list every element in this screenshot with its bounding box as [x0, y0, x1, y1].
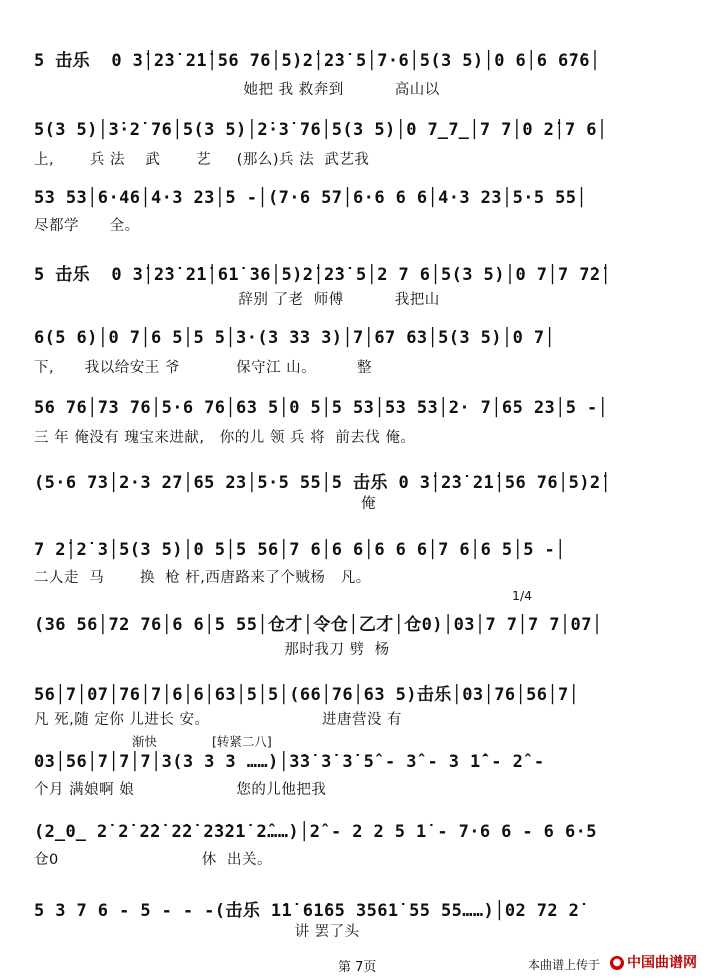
lyric-line: 三 年 俺没有 瑰宝来进献, 你的儿 领 兵 将 前去伐 俺。	[34, 430, 416, 446]
site-logo-text: 中国曲谱网	[627, 955, 697, 971]
notation-line: 6(5 6)│0 7│6 5│5 5│3·(3 33 3)│7│67 63│5(3 5)│0 7│	[34, 328, 556, 348]
lyric-line: 那时我刀 劈 杨	[34, 642, 390, 658]
notation-line: 56│7│07│76│7│6│6│63│5│5│(66│76│63 5)击乐│03│76│56│7│	[34, 685, 580, 705]
lyric-line: 仓0 休 出关。	[34, 852, 272, 868]
lyric-line: 讲 罢了头	[34, 924, 360, 940]
notation-line: (5·6 73│2·3 27│65 23│5·5 55│5 击乐 0 3̇│2̇3̇ 2̇1̇│56 76│5)2̇│	[34, 473, 612, 493]
site-logo[interactable]	[610, 952, 697, 972]
page-number: 第 7页	[338, 960, 377, 975]
upload-source-text: 本曲谱上传于	[528, 958, 601, 972]
notation-line: (36 56│72 76│6 6│5 55│仓才│令仓│乙才│仓0)│03│7 7│7 7│07│	[34, 615, 603, 635]
notation-line: 5 击乐 0 3̇│2̇3̇ 2̇1̇│61̇ 36│5)2̇│2̇3̇ 5│2 7 6│5(3 5)│0 7│7 7̇2̇│	[34, 265, 612, 285]
page-fraction-marker: 1/4	[512, 588, 533, 603]
lyric-line: 辞别 了老 师傅 我把山	[34, 292, 440, 308]
cn-logo-icon: ●	[610, 956, 624, 970]
notation-line: 5 击乐 0 3̇│2̇3̇ 2̇1̇│56 76│5)2̇│2̇3̇ 5│7·6│5(3 5)│0 6│6 6̇7̇6│	[34, 51, 601, 71]
notation-line: 5 3 7 6 - 5 - - -(击乐 1̇1̇ 61̇65 3561̇ 55 55……)│02 72 2̇	[34, 901, 580, 921]
lyric-line: 下, 我以给安王 爷 保守江 山。 整	[34, 360, 373, 376]
lyric-line: 凡 死,随 定你 儿进长 安。 进唐营没 有	[34, 712, 403, 728]
mode-change-marking: [转紧二八]	[212, 734, 272, 749]
notation-line: 56 76│73 76│5·6 76│63 5│0 5│5 53│53 53│2· 7│65 23│5 -│	[34, 398, 609, 418]
lyric-line: 尽都学 全。	[34, 218, 140, 234]
notation-line: (2̲0̲ 2̇ 2̇ 2̇2̇ 2̇2̇ 2̇3̇2̇1̇ 2̂……)│2̂ - 2 2 5 1̇ - 7·6 6 - 6 6·5	[34, 822, 597, 842]
page-footer	[0, 950, 718, 978]
notation-line: 53 53│6·46│4·3 23│5 -│(7·6 57│6·6 6 6│4·3 23│5·5 55│	[34, 188, 588, 208]
lyric-line: 个月 满娘啊 娘 您的儿他把我	[34, 782, 327, 798]
notation-line: 5(3 5)│3̇·2̇ 76│5(3 5)│2̇·3̇ 76│5(3 5)│0 7̲7̲│7 7│0 2̇│7 6│	[34, 120, 608, 140]
notation-line: 7 2̇│2̇ 3│5(3 5)│0 5│5 56│7 6│6 6│6 6 6│7 6│6 5│5 -│	[34, 540, 566, 560]
lyric-line: 上, 兵 法 武 艺 (那么)兵 法 武艺我	[34, 152, 370, 168]
lyric-line: 她把 我 救奔到 高山以	[34, 82, 440, 98]
tempo-marking: 渐快	[132, 734, 158, 749]
lyric-line: 二人走 马 换 枪 杆,西唐路来了个贼杨 凡。	[34, 570, 371, 586]
notation-line: 03│56│7│7│7│3(3 3 3 ……)│3̇3̇ 3̇ 3̇ 5̂ - 3̂ - 3 1̂̇ - 2̂ -	[34, 752, 545, 772]
lyric-line: 俺	[34, 496, 376, 512]
